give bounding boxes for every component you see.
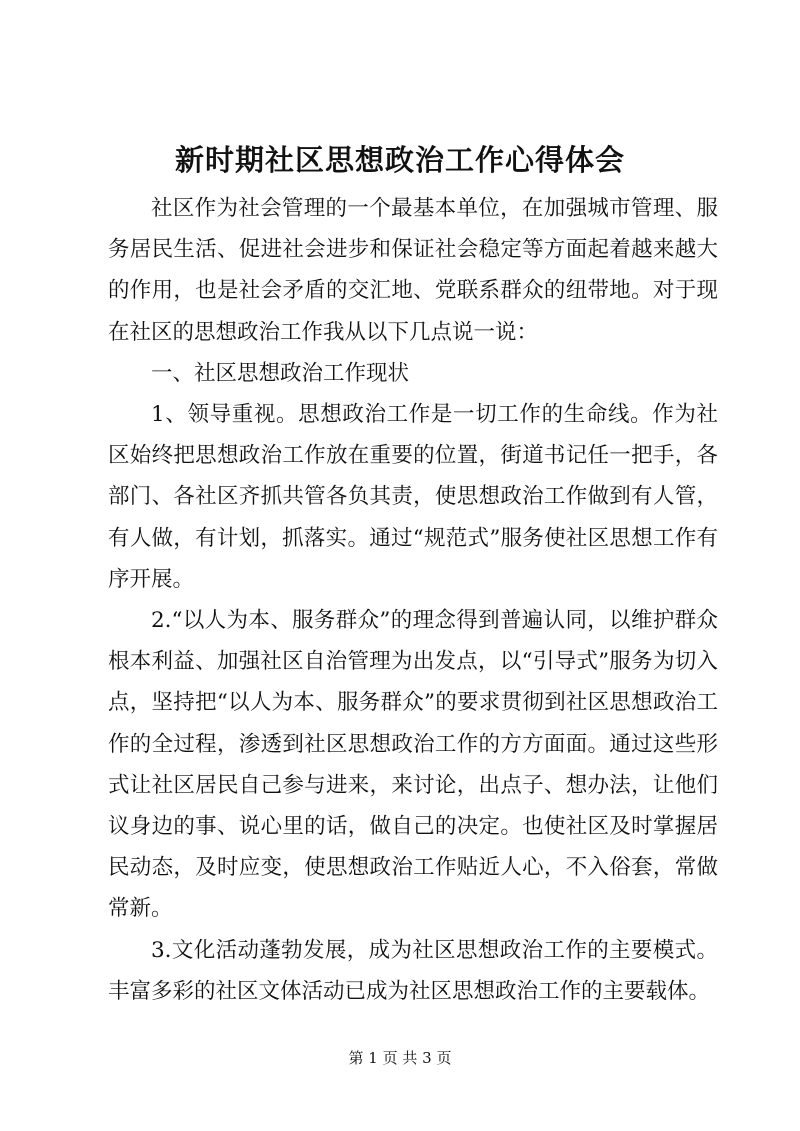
paragraph-point-2: 2.“以人为本、服务群众”的理念得到普遍认同，以维护群众根本利益、加强社区自治管理为出发点，以“引导式”服务为切入点，坚持把“以人为本、服务群众”的要求贯彻到社区思想政治工作的全过程，渗透到社区思想政治工作的方方面面。通过这些形式让社区居民自己参与进来，来讨论，出点子、想办法，让他们议身边的事、说心里的话，做自己的决定。也使社区及时掌握居民动态，及时应变，使思想政治工作贴近人心，不入俗套，常做常新。: [108, 608, 718, 922]
page-footer: 第 1 页 共 3 页: [348, 1049, 452, 1067]
document-title: 新时期社区思想政治工作心得体会: [174, 143, 625, 177]
paragraph-point-1: 1、领导重视。思想政治工作是一切工作的生命线。作为社区始终把思想政治工作放在重要的位置，街道书记任一把手，各部门、各社区齐抓共管各负其责，使思想政治工作做到有人管，有人做，有计划，抓落实。通过“规范式”服务使社区思想工作有序开展。: [108, 402, 718, 592]
paragraph-point-3: 3.文化活动蓬勃发展，成为社区思想政治工作的主要模式。丰富多彩的社区文体活动已成为社区思想政治工作的主要载体。: [108, 937, 718, 1004]
paragraph-intro: 社区作为社会管理的一个最基本单位，在加强城市管理、服务居民生活、促进社会进步和保证社会稳定等方面起着越来越大的作用，也是社会矛盾的交汇地、党联系群众的纽带地。对于现在社区的思想政治工作我从以下几点说一说：: [108, 196, 718, 345]
section-heading: 一、社区思想政治工作现状: [151, 360, 410, 386]
document-body: [108, 188, 718, 1012]
